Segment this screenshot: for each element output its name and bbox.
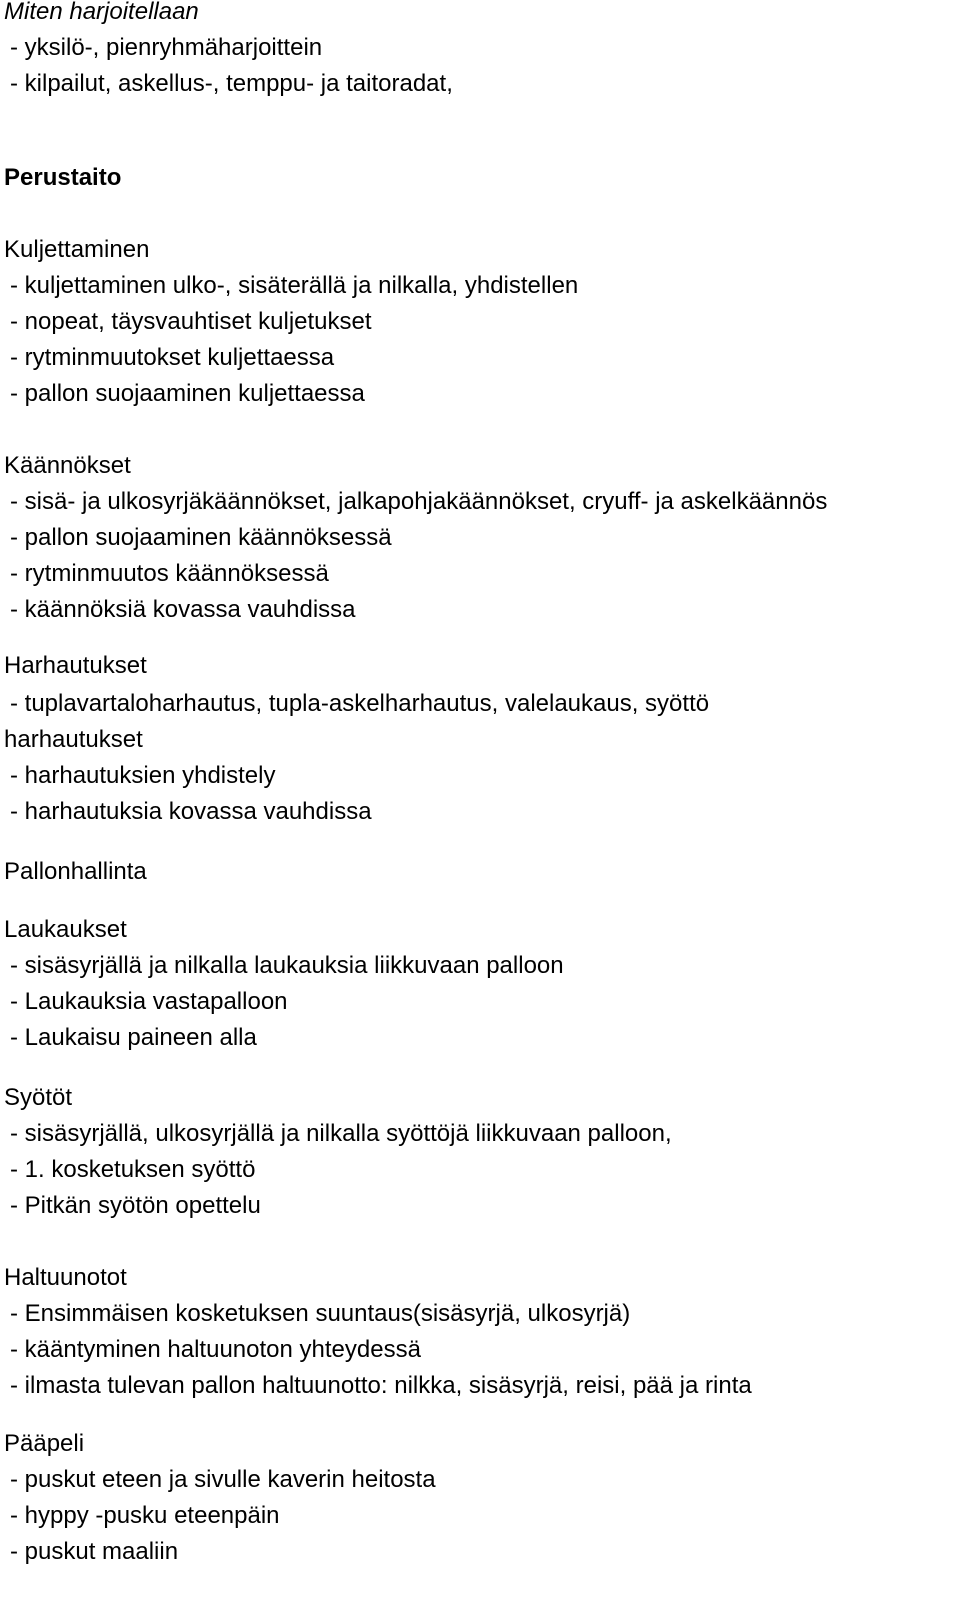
section-heading: Kuljettaminen — [4, 236, 150, 263]
list-item-continuation: harhautukset — [4, 726, 143, 753]
section-heading: Syötöt — [4, 1084, 73, 1111]
list-item: - yksilö-, pienryhmäharjoittein — [10, 34, 323, 61]
section-heading: Käännökset — [4, 452, 131, 479]
list-item: - pallon suojaaminen käännöksessä — [10, 524, 392, 551]
list-item: - kilpailut, askellus-, temppu- ja taitoradat, — [10, 70, 453, 97]
section-heading: Haltuunotot — [4, 1264, 127, 1291]
list-item: - kääntyminen haltuunoton yhteydessä — [10, 1336, 421, 1363]
list-item: - harhautuksia kovassa vauhdissa — [10, 798, 372, 825]
section-heading: Laukaukset — [4, 916, 127, 943]
list-item: - käännöksiä kovassa vauhdissa — [10, 596, 356, 623]
list-item: - sisäsyrjällä, ulkosyrjällä ja nilkalla syöttöjä liikkuvaan palloon, — [10, 1120, 672, 1147]
list-item: - hyppy -pusku eteenpäin — [10, 1502, 280, 1529]
intro-title: Miten harjoitellaan — [4, 0, 199, 25]
list-item: - 1. kosketuksen syöttö — [10, 1156, 256, 1183]
section-heading: Pallonhallinta — [4, 858, 147, 885]
list-item: - kuljettaminen ulko-, sisäterällä ja nilkalla, yhdistellen — [10, 272, 579, 299]
list-item: - sisä- ja ulkosyrjäkäännökset, jalkapohjakäännökset, cryuff- ja askelkäännös — [10, 488, 828, 515]
main-heading: Perustaito — [4, 164, 122, 191]
list-item: - Laukauksia vastapalloon — [10, 988, 288, 1015]
list-item: - tuplavartaloharhautus, tupla-askelharhautus, valelaukaus, syöttö — [10, 690, 710, 717]
list-item: - pallon suojaaminen kuljettaessa — [10, 380, 365, 407]
list-item: - ilmasta tulevan pallon haltuunotto: nilkka, sisäsyrjä, reisi, pää ja rinta — [10, 1372, 752, 1399]
list-item: - puskut eteen ja sivulle kaverin heitosta — [10, 1466, 436, 1493]
section-heading: Pääpeli — [4, 1430, 85, 1457]
list-item: - rytminmuutokset kuljettaessa — [10, 344, 335, 371]
list-item: - Pitkän syötön opettelu — [10, 1192, 261, 1219]
list-item: - nopeat, täysvauhtiset kuljetukset — [10, 308, 372, 335]
list-item: - Laukaisu paineen alla — [10, 1024, 257, 1051]
section-heading: Harhautukset — [4, 652, 147, 679]
list-item: - harhautuksien yhdistely — [10, 762, 276, 789]
list-item: - sisäsyrjällä ja nilkalla laukauksia liikkuvaan palloon — [10, 952, 564, 979]
list-item: - Ensimmäisen kosketuksen suuntaus(sisäsyrjä, ulkosyrjä) — [10, 1300, 631, 1327]
list-item: - puskut maaliin — [10, 1538, 179, 1565]
list-item: - rytminmuutos käännöksessä — [10, 560, 329, 587]
